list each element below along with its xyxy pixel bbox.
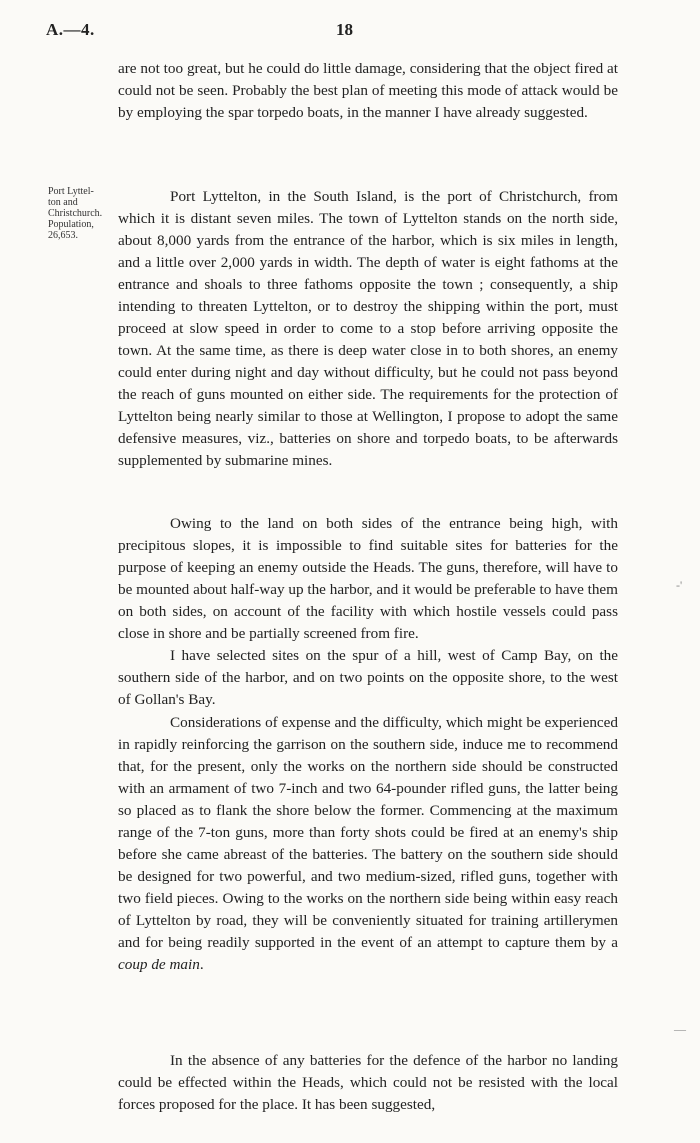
paragraph-main-text: Considerations of expense and the difficulty, which might be experienced in rapidly reinforcing the garrison on the southern side, induce me to recommend that, for the present, only the works on the northern side should be constructed with an armament of two 7-inch and two 64-pounder rifled guns, the latter being so placed as to flank the shore below the former. Commencing at the maximum range of the 7-ton guns, more than forty shots could be fired at an enemy's ship before she came abreast of the batteries. The battery on the southern side should be designed for two powerful, and two medium-sized, rifled guns, together with two field pieces. Owing to the works on the northern side being within easy reach of Lyttelton by road, they will be conveniently situated for training artillerymen and for being readily supported in the event of an attempt to capture them by a	[118, 714, 618, 951]
page-number: 18	[336, 20, 353, 39]
margin-mark: -'	[676, 578, 683, 592]
paragraph-continued	[118, 58, 618, 124]
margin-note	[48, 186, 120, 241]
paragraph-text: In the absence of any batteries for the defence of the harbor no landing could be effected within the Heads, which could not be resisted with the local forces proposed for the place. It has been suggested,	[118, 1052, 618, 1113]
paragraph-text: are not too great, but he could do little damage, considering that the object fired at could not be seen. Probably the best plan of meeting this mode of attack would be by employing the spar torpedo boats, in the manner I have already suggested.	[118, 60, 618, 121]
paragraph-text	[118, 712, 618, 976]
paragraph-text: I have selected sites on the spur of a hill, west of Camp Bay, on the southern side of the harbor, and on two points on the opposite shore, to the west of Gollan's Bay.	[118, 647, 618, 708]
margin-note-line: Christchurch.	[48, 208, 103, 219]
paragraph-text: Port Lyttelton, in the South Island, is the port of Christchurch, from which it is distant seven miles. The town of Lyttelton stands on the north side, about 8,000 yards from the entrance of the harbor, which is six miles in length, and a little over 2,000 yards in width. The depth of water is eight fathoms at the entrance and shoals to three fathoms opposite the town ; consequently, a ship intending to threaten Lyttelton, or to destroy the shipping within the port, must proceed at slow speed in order to come to a stop before arriving opposite the town. At the same time, as there is deep water close in to both shores, an enemy could enter during night and day without difficulty, but he could not pass beyond the reach of guns mounted on either side. The requirements for the protection of Lyttelton being nearly similar to those at Wellington, I propose to adopt the same defensive measures, viz., batteries on shore and torpedo boats, to be afterwards supplemented by submarine mines.	[118, 188, 618, 469]
paragraph-considerations	[118, 712, 618, 976]
margin-note-line: Port Lyttel-	[48, 186, 94, 197]
margin-note-line: 26,653.	[48, 230, 78, 241]
paragraph-battery-sites	[118, 513, 618, 645]
paragraph-text: Owing to the land on both sides of the entrance being high, with precipitous slopes, it is impossible to find suitable sites for batteries for the purpose of keeping an enemy outside the Heads. The guns, therefore, will have to be mounted about half-way up the harbor, and it would be preferable to have them on both sides, on account of the facility with which hostile vessels could pass close in shore and be partially screened from fire.	[118, 515, 618, 642]
paragraph-port-lyttelton	[118, 186, 618, 472]
paragraph-absence-batteries	[118, 1050, 618, 1116]
margin-note-line: Population,	[48, 219, 94, 230]
italic-phrase: coup de main	[118, 956, 200, 973]
document-reference: A.—4.	[46, 20, 95, 39]
margin-note-line: ton and	[48, 197, 78, 208]
margin-mark: —	[674, 1022, 686, 1036]
paragraph-end-punct: .	[199, 956, 204, 973]
paragraph-selected-sites	[118, 645, 618, 711]
